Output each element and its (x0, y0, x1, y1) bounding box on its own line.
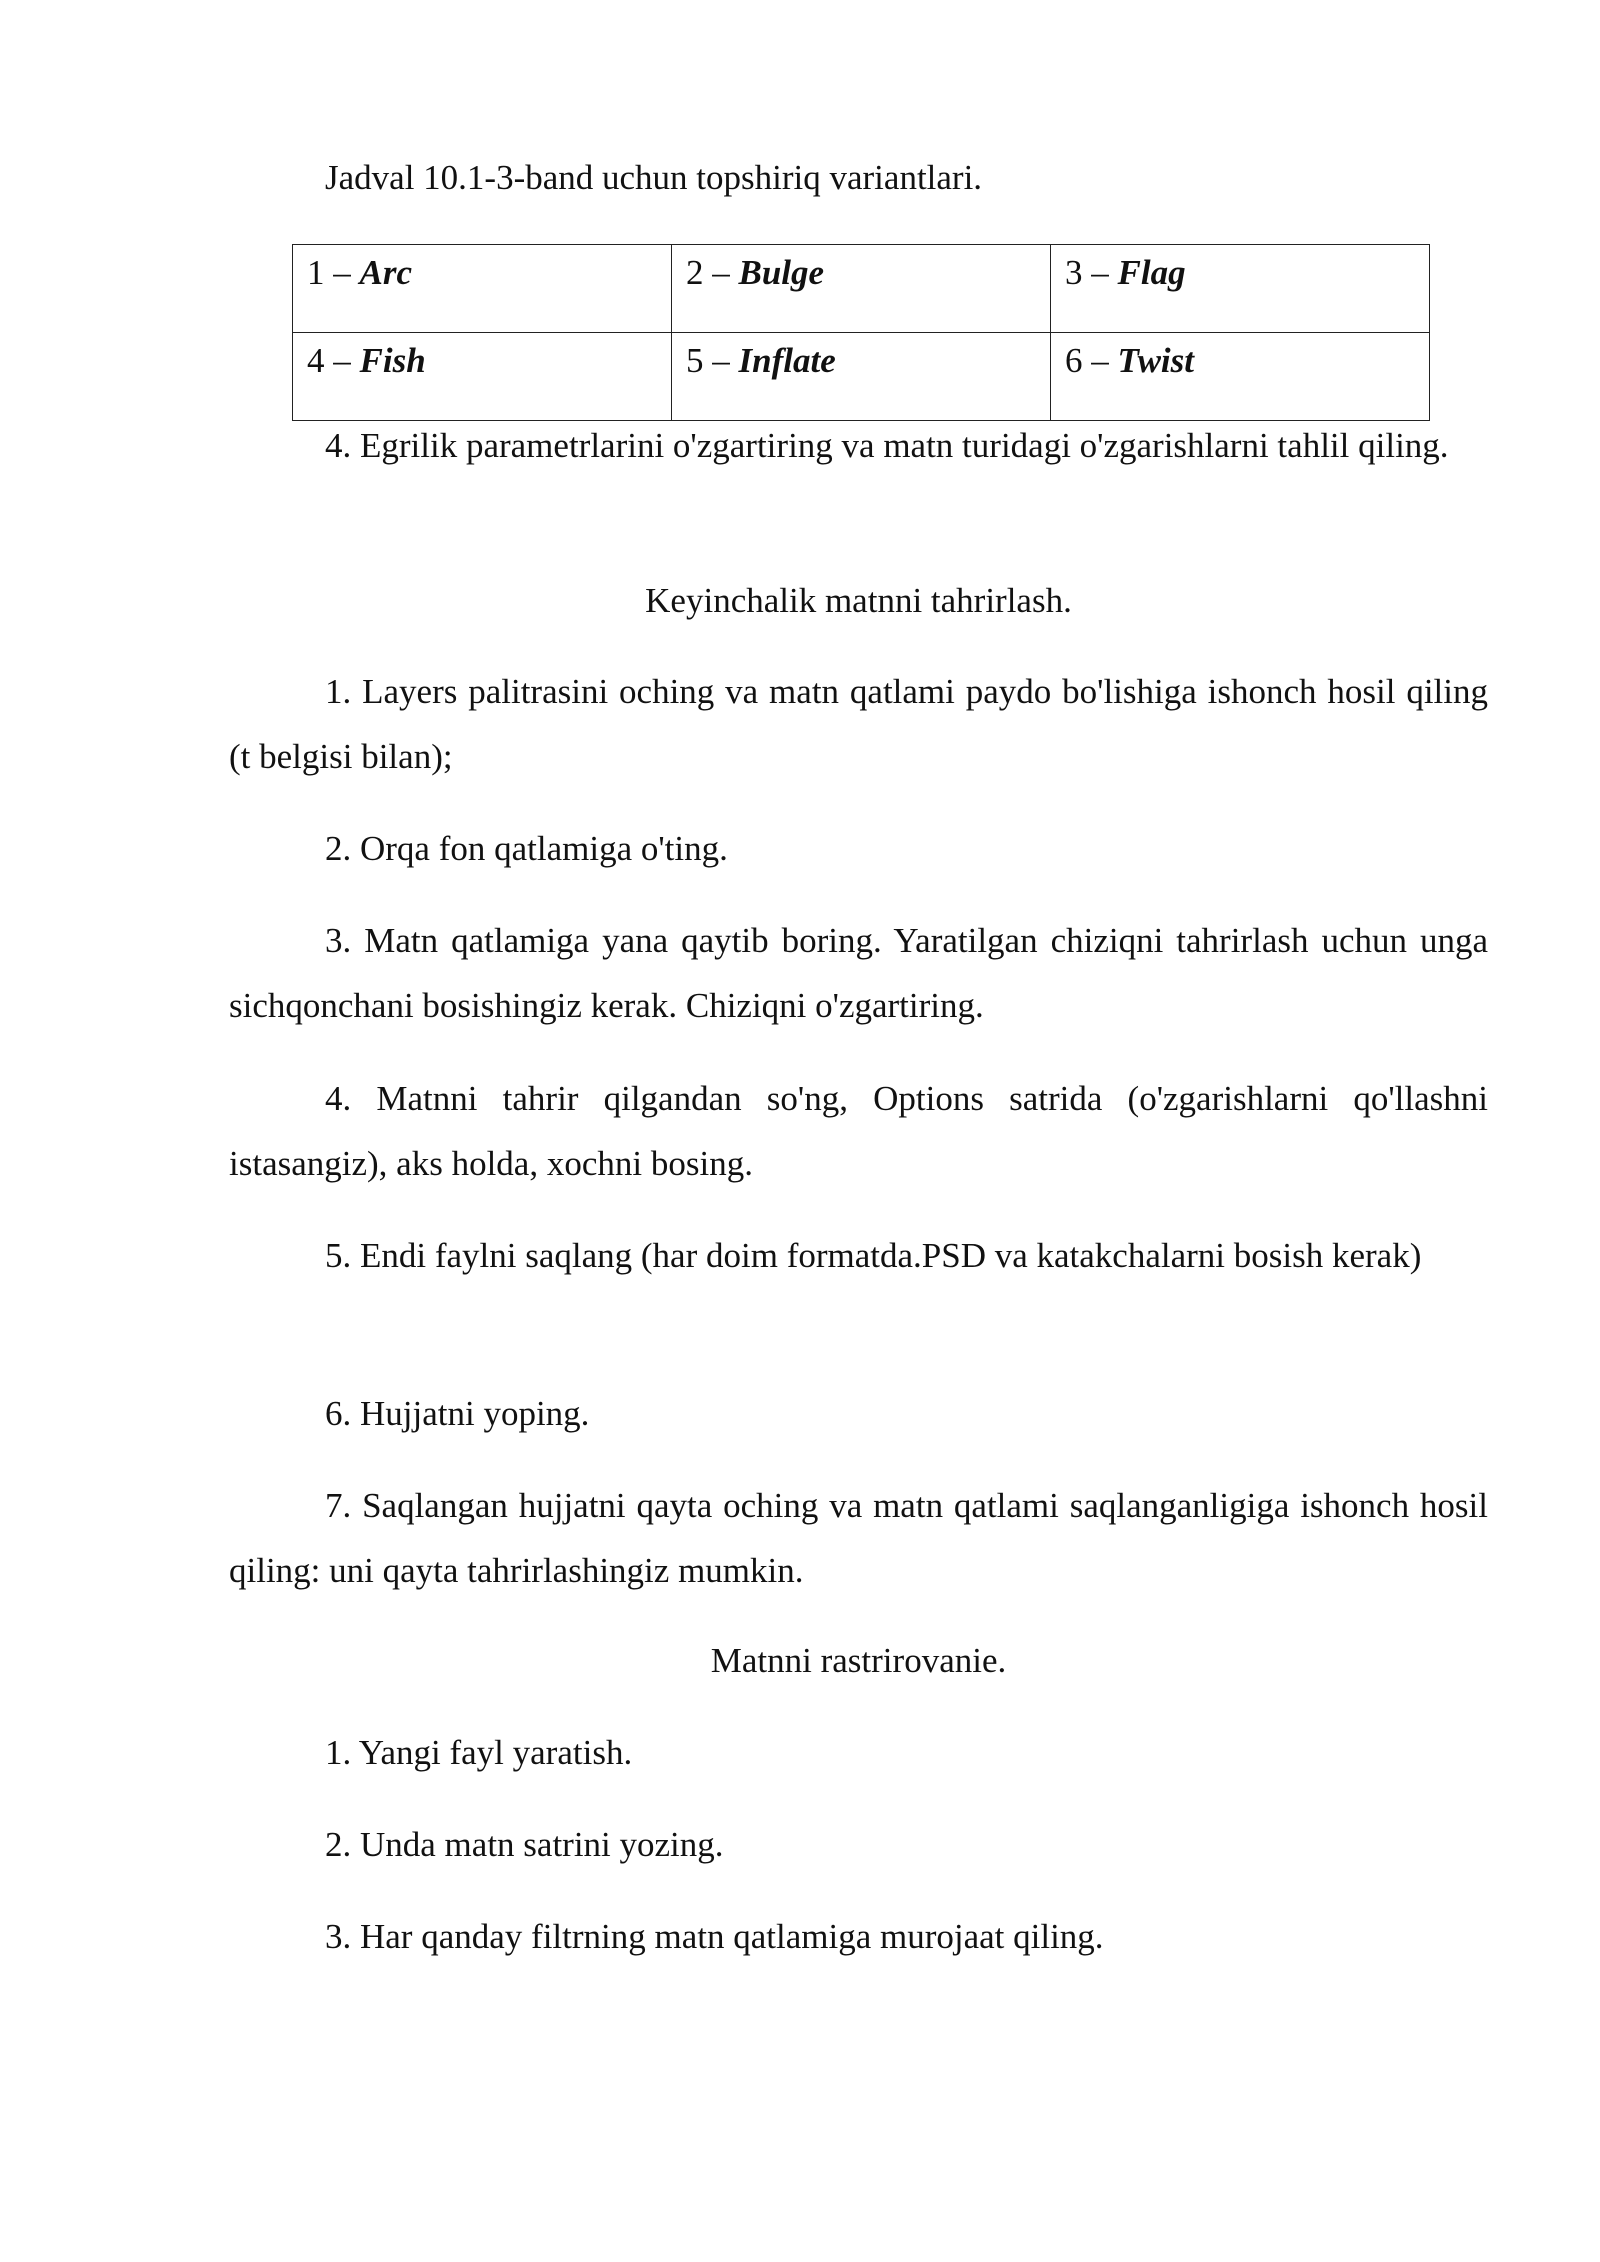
table-caption: Jadval 10.1-3-band uchun topshiriq variantlari. (325, 158, 983, 197)
step-paragraph: 5. Endi faylni saqlang (har doim formatda.PSD va katakchalarni bosish kerak) (325, 1236, 1422, 1275)
step-paragraph: 1. Yangi fayl yaratish. (325, 1733, 633, 1772)
section-heading: Matnni rastrirovanie. (710, 1641, 1007, 1680)
step-paragraph: 4. Matnni tahrir qilgandan so'ng, Options satrida (o'zgarishlarni qo'llashni istasangiz), aks holda, xochni bosing. (229, 1079, 1488, 1183)
step-paragraph: 3. Matn qatlamiga yana qaytib boring. Yaratilgan chiziqni tahrirlash uchun unga sichqonchani bosishingiz kerak. Chiziqni o'zgartiring. (229, 921, 1488, 1025)
table-row (293, 245, 1430, 333)
variant-term: Bulge (738, 253, 825, 292)
variant-term: Fish (359, 341, 426, 380)
table-cell: 1 – Arc (293, 245, 672, 333)
step-paragraph: 7. Saqlangan hujjatni qayta oching va matn qatlami saqlanganligiga ishonch hosil qiling: uni qayta tahrirlashingiz mumkin. (229, 1486, 1488, 1590)
table-cell: 4 – Fish (293, 333, 672, 421)
step-paragraph: 4. Egrilik parametrlarini o'zgartiring va matn turidagi o'zgarishlarni tahlil qiling. (325, 426, 1449, 465)
variant-term: Arc (359, 253, 412, 292)
variant-term: Inflate (738, 341, 836, 380)
step-paragraph: 2. Unda matn satrini yozing. (325, 1825, 724, 1864)
table-cell: 2 – Bulge (672, 245, 1051, 333)
section-heading: Keyinchalik matnni tahrirlash. (645, 581, 1072, 620)
step-paragraph: 2. Orqa fon qatlamiga o'ting. (325, 829, 728, 868)
table-cell: 5 – Inflate (672, 333, 1051, 421)
table-cell: 3 – Flag (1051, 245, 1430, 333)
variant-term: Twist (1117, 341, 1194, 380)
variant-term: Flag (1117, 253, 1186, 292)
step-paragraph: 1. Layers palitrasini oching va matn qatlami paydo bo'lishiga ishonch hosil qiling (t belgisi bilan); (229, 672, 1488, 776)
table-cell: 6 – Twist (1051, 333, 1430, 421)
step-paragraph: 3. Har qanday filtrning matn qatlamiga murojaat qiling. (325, 1917, 1104, 1956)
variants-table (292, 244, 1430, 421)
step-paragraph: 6. Hujjatni yoping. (325, 1394, 590, 1433)
table-row (293, 333, 1430, 421)
